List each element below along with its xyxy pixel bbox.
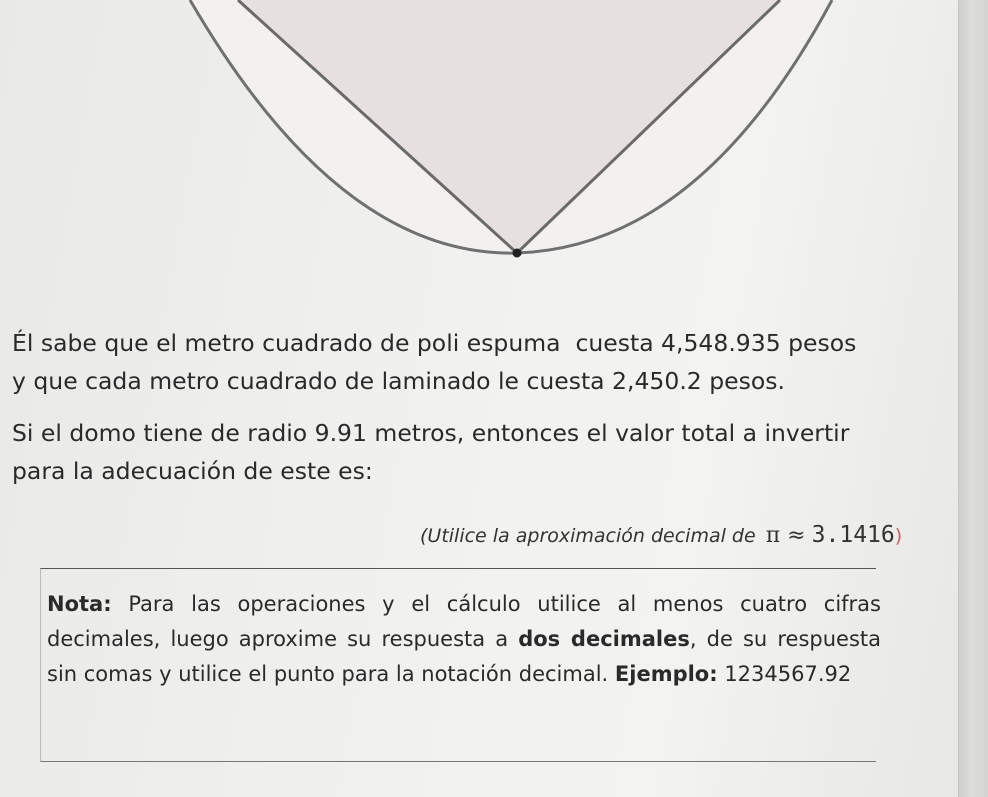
note-emphasis: dos decimales: [518, 627, 690, 651]
problem-line-1: Él sabe que el metro cuadrado de poli espuma cuesta 4,548.935 pesos: [12, 329, 857, 357]
problem-line-2: y que cada metro cuadrado de laminado le cuesta 2,450.2 pesos.: [12, 367, 785, 395]
problem-paragraph-2: [12, 414, 849, 490]
dome-vertex-point: [513, 249, 522, 258]
pi-symbol: π ≈: [765, 523, 806, 548]
note-example-value: 1234567.92: [717, 662, 852, 686]
note-example-label: Ejemplo:: [614, 662, 718, 686]
pi-value: 3.1416: [811, 522, 895, 548]
dome-figure: [0, 0, 988, 300]
note-box: [40, 568, 881, 762]
note-label: Nota:: [47, 592, 112, 616]
pi-hint: [420, 522, 902, 548]
note-text-1: Para las operaciones y el cálculo utilice al menos cuatro cifras decimales, luego aproxime su respuesta a: [47, 592, 881, 651]
note-text-2: , de su respuesta sin comas y utilice el punto para la notación decimal.: [47, 627, 881, 686]
problem-line-4: para la adecuación de este es:: [12, 457, 373, 485]
pi-hint-close: ): [894, 525, 903, 547]
problem-paragraph-1: [12, 324, 856, 400]
pi-hint-text: (Utilice la aproximación decimal de: [420, 525, 756, 547]
note-paragraph: [47, 587, 881, 692]
problem-line-3: Si el domo tiene de radio 9.91 metros, entonces el valor total a invertir: [12, 419, 850, 447]
